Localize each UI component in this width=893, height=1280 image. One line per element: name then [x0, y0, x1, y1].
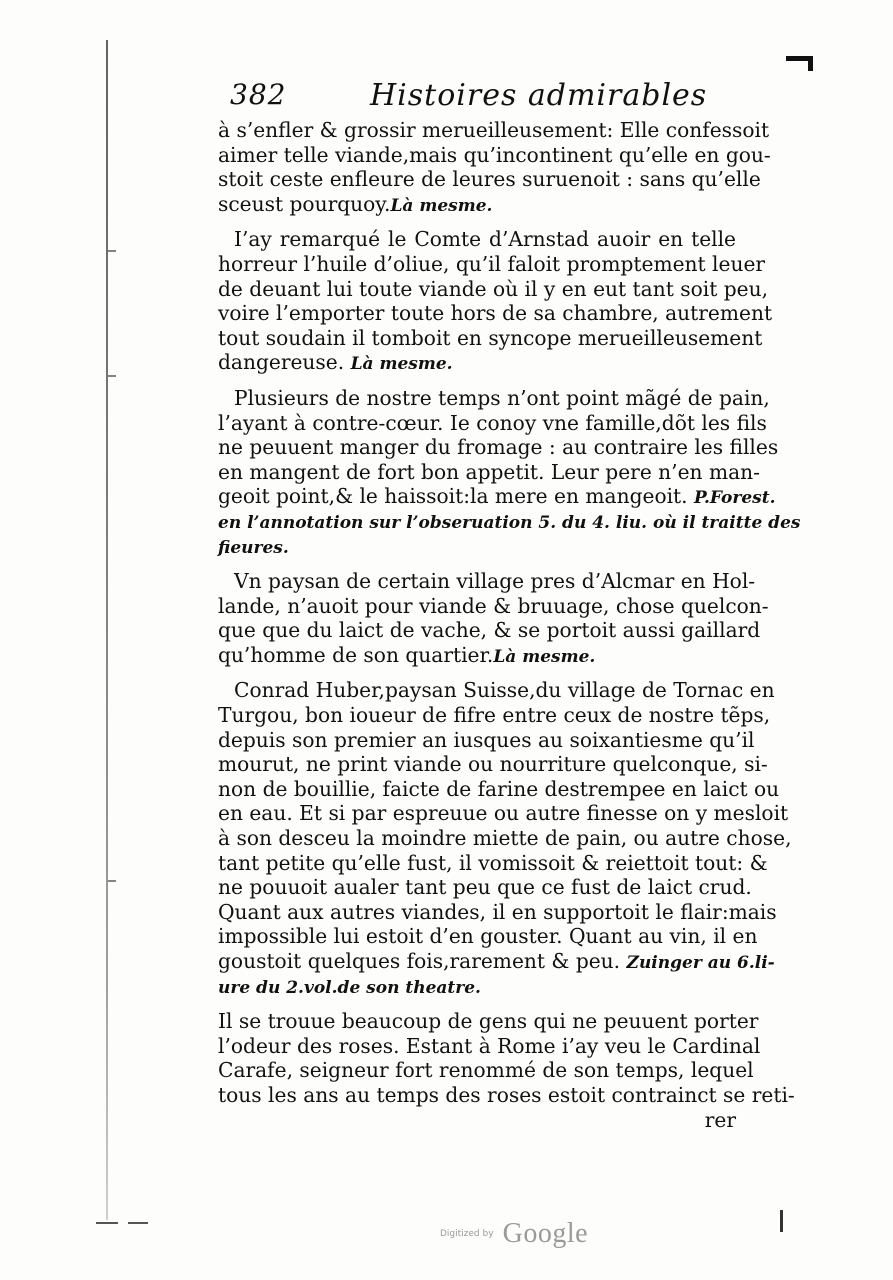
paragraph [218, 118, 771, 218]
citation: P.Forest. [694, 488, 776, 509]
text-line: que que du laict de vache, & se portoit aussi gaillard [218, 618, 761, 643]
paragraph [218, 1009, 795, 1132]
margin-tick [108, 880, 116, 882]
text-fragment: sceust pourquoy. [218, 191, 391, 216]
text-line: de deuant lui toute viande où il y en eut tant soit peu, [218, 276, 769, 301]
text-line: à s’enfler & grossir merueilleusement: Elle confessoit [218, 118, 770, 142]
text-line: ne peuuent manger du fromage : au contraire les filles [218, 435, 779, 460]
text-line: en mangent de fort bon appetit. Leur pere n’en man- [218, 459, 760, 484]
catchword: rer [704, 1107, 736, 1132]
scan-dash [96, 1222, 118, 1224]
paragraph [218, 227, 773, 377]
text-line [218, 643, 736, 670]
citation-line: fieures. [218, 537, 289, 558]
paragraph [218, 385, 801, 560]
text-line: horreur l’huile d’oliue, qu’il faloit promptement leuer [218, 251, 766, 276]
text-line: lande, n’auoit pour viande & bruuage, chose quelcon- [218, 593, 769, 618]
page-edge-rule [106, 40, 108, 1220]
running-title: Histoires admirables [370, 78, 708, 113]
text-fragment: geoit point,& le haissoit:la mere en mangeoit. [218, 484, 688, 509]
text-line: l’ayant à contre-cœur. Ie conoy vne famille,dõt les fils [218, 410, 767, 435]
margin-tick [108, 375, 116, 377]
text-line [218, 949, 775, 976]
text-line: Conrad Huber,paysan Suisse,du village de Tornac en [234, 678, 775, 703]
text-line: tant petite qu’elle fust, il vomissoit & reiettoit tout: & [218, 850, 768, 875]
text-line: tout soudain il tomboit en syncope merueilleusement [218, 325, 763, 350]
text-line: à son desceu la moindre miette de pain, ou autre chose, [218, 826, 792, 851]
text-line: Turgou, bon ioueur de fifre entre ceux de nostre tẽps, [218, 703, 771, 728]
body-text [218, 118, 801, 1141]
citation: Là mesme. [350, 354, 453, 375]
text-line: voire l’emporter toute hors de sa chambre, autrement [218, 301, 773, 326]
text-fragment: goustoit quelques fois,rarement & peu. [218, 949, 621, 973]
text-line: depuis son premier an iusques au soixantiesme qu’il [218, 727, 755, 752]
paragraph [218, 678, 792, 1000]
text-line: stoit ceste enfleure de leures suruenoit : sans qu’elle [218, 167, 761, 192]
paragraph [218, 569, 769, 669]
text-fragment: dangereuse. [218, 350, 345, 375]
text-line [218, 484, 776, 511]
text-line: Vn paysan de certain village pres d’Alcmar en Hol- [234, 569, 756, 594]
scan-dash [128, 1222, 148, 1224]
text-line: Il se trouue beaucoup de gens qui ne peuuent porter [218, 1009, 759, 1034]
text-line [218, 350, 736, 377]
watermark-digitized: Digitized by [440, 1229, 494, 1239]
margin-tick [108, 250, 116, 252]
citation: Là mesme. [390, 195, 493, 216]
citation-line: en l’annotation sur l’obseruation 5. du 4. liu. où il traitte des [218, 512, 801, 533]
citation-line: ure du 2.vol.de son theatre. [218, 977, 481, 998]
google-watermark [440, 1218, 588, 1250]
google-logo: Google [502, 1218, 589, 1249]
scan-mark [780, 1210, 783, 1232]
text-line: impossible lui estoit d’en gouster. Quant au vin, il en [218, 924, 758, 949]
running-header [230, 78, 730, 118]
text-line: tous les ans au temps des roses estoit contrainct se reti- [218, 1082, 795, 1107]
citation: Là mesme. [493, 646, 596, 667]
text-line: en eau. Et si par espreuue ou autre finesse on y mesloit [218, 801, 789, 826]
page-number: 382 [230, 78, 287, 111]
citation: Zuinger au 6.li- [626, 953, 775, 973]
text-line: Quant aux autres viandes, il en supportoit le flair:mais [218, 899, 777, 924]
text-line: Plusieurs de nostre temps n’ont point mãgé de pain, [234, 385, 770, 410]
text-line: non de bouillie, faicte de farine destrempee en laict ou [218, 776, 780, 801]
text-line: Carafe, seigneur fort renommé de son temps, lequel [218, 1058, 754, 1083]
text-line [218, 192, 736, 219]
text-line: l’odeur des roses. Estant à Rome i’ay veu le Cardinal [218, 1033, 761, 1058]
text-fragment: qu’homme de son quartier. [218, 642, 494, 667]
text-line: mourut, ne print viande ou nourriture quelconque, si- [218, 752, 768, 777]
text-line: I’ay remarqué le Comte d’Arnstad auoir en telle [234, 227, 736, 252]
text-line: aimer telle viande,mais qu’incontinent qu’elle en gou- [218, 142, 771, 167]
corner-mark [786, 56, 813, 71]
text-line: ne pouuoit aualer tant peu que ce fust de laict crud. [218, 875, 752, 900]
